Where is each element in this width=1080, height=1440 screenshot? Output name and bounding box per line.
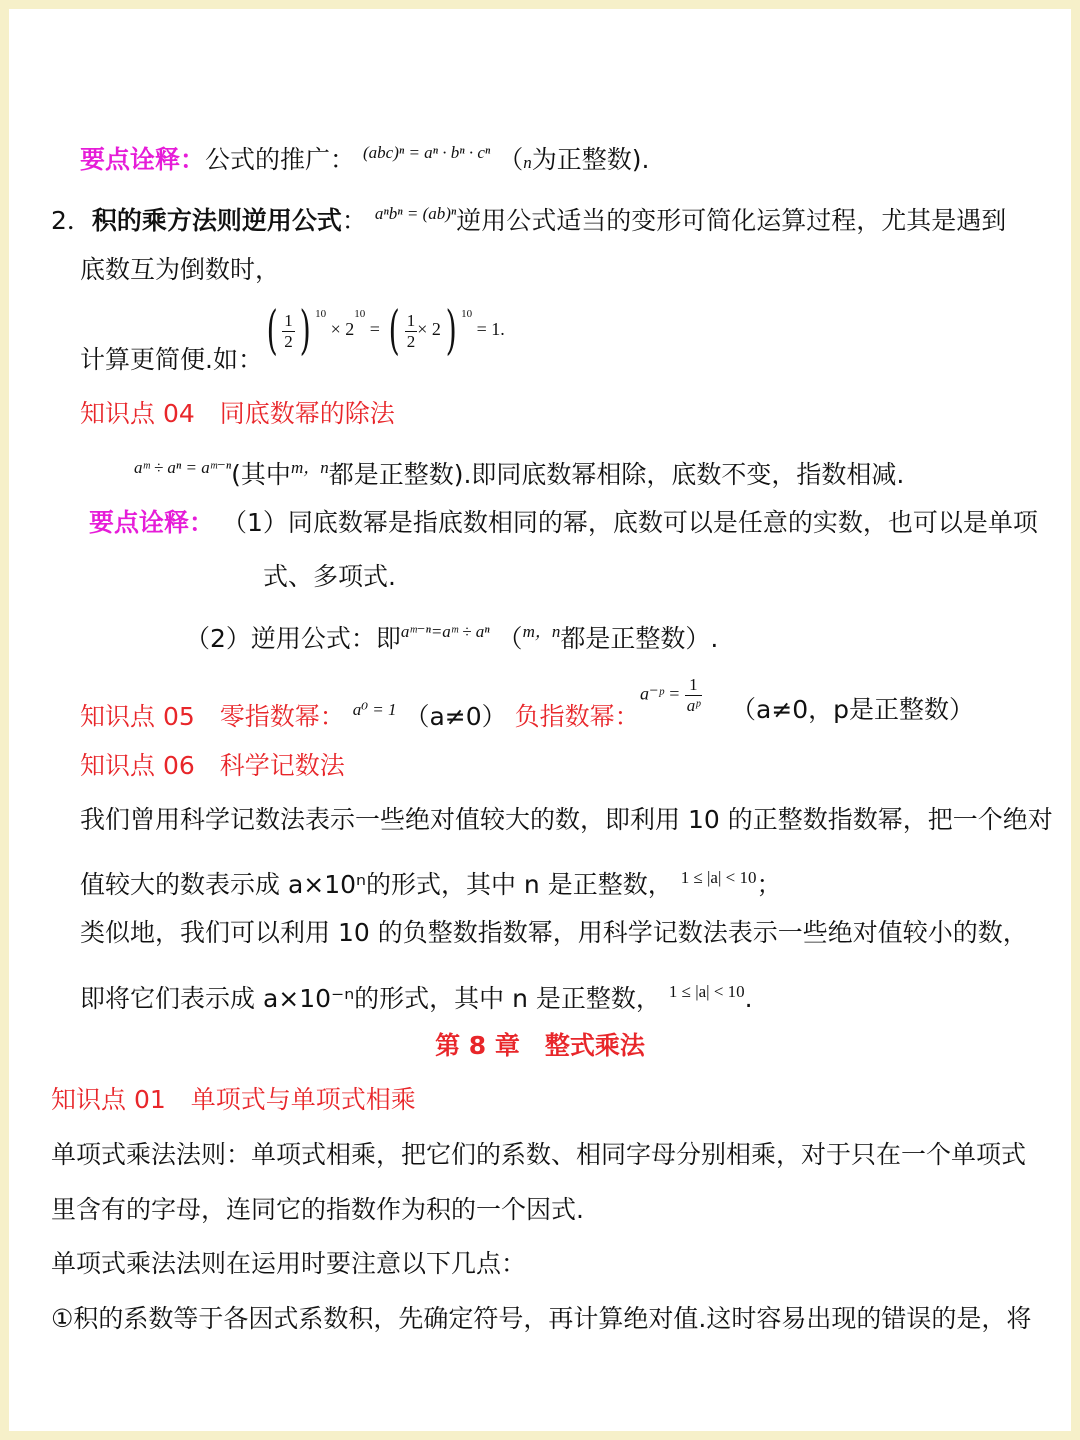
text: 我们曾用科学记数法表示一些绝对值较大的数，即利用 10 的正整数指数幂，把一个绝对 [80, 805, 1053, 834]
formula-abs-range: 1 ≤ |a| < 10 [680, 868, 757, 887]
text: 即将它们表示成 a×10⁻ⁿ的形式，其中 n 是正整数， [80, 984, 661, 1013]
heading-knowledge-point-05: 知识点 05 零指数幂： [80, 702, 345, 731]
text: 式、多项式. [263, 562, 396, 591]
text: 单项式乘法法则：单项式相乘，把它们的系数、相同字母分别相乘，对于只在一个单项式 [51, 1140, 1027, 1169]
paragraph-line [51, 1195, 584, 1225]
paren: ) [445, 301, 457, 361]
key-point-label: 要点诠释： [80, 145, 206, 174]
variables-m-n: m，n [522, 622, 561, 641]
numerator: 1 [284, 310, 293, 330]
heading-text: 知识点 04 同底数幂的除法 [80, 399, 395, 428]
key-point-label: 要点诠释： [89, 508, 215, 537]
text: 里含有的字母，连同它的指数作为积的一个因式. [51, 1195, 584, 1224]
line-negative-condition [731, 695, 974, 725]
text: 逆用公式适当的变形可简化运算过程，尤其是遇到 [456, 206, 1007, 235]
text: （2）逆用公式：即 [185, 624, 401, 653]
times-two: × 2 [330, 319, 355, 340]
formula-inverse-product-power: aⁿbⁿ = (ab)ⁿ [374, 204, 457, 223]
formula-product-power-extension: (abc)ⁿ = aⁿ · bⁿ · cⁿ [362, 143, 491, 162]
heading-knowledge-point-01 [51, 1085, 416, 1115]
text: 计算更简便.如： [80, 345, 263, 374]
exponent: 10 [354, 308, 366, 321]
paragraph-line [51, 1304, 1031, 1334]
paren: ) [299, 301, 311, 361]
text: 为正整数). [531, 145, 650, 174]
text: 底数互为倒数时， [80, 255, 281, 284]
text: 都是正整数).即同底数幂相除，底数不变，指数相减. [328, 460, 905, 489]
denominator: 2 [406, 331, 416, 351]
line-rule-2 [51, 199, 1006, 236]
formula-negative-exponent [640, 675, 702, 716]
text: ； [756, 870, 782, 899]
text: ①积的系数等于各因式系数积，先确定符号，再计算绝对值.这时容易出现的错误的是，将 [51, 1304, 1032, 1333]
condition-text: （a≠0，p是正整数） [731, 695, 975, 724]
numerator: 1 [406, 310, 416, 330]
text: 单项式乘法法则在运用时要注意以下几点： [51, 1249, 527, 1278]
document-page [9, 9, 1071, 1431]
text: 值较大的数表示成 a×10ⁿ的形式，其中 n 是正整数， [80, 870, 673, 899]
text: （1）同底数幂是指底数相同的幂，底数可以是任意的实数，也可以是单项 [221, 508, 1038, 537]
text: 都是正整数）. [560, 624, 719, 653]
denominator: 2 [284, 331, 293, 351]
lhs: a⁻ᵖ = [640, 683, 681, 704]
negative-exponent-label: 负指数幂： [514, 702, 640, 731]
variable-n: n [523, 153, 532, 172]
numerator: 1 [685, 675, 702, 696]
rule-title: 积的乘方法则逆用公式 [91, 206, 342, 235]
formula-inverse-division: aᵐ⁻ⁿ=aᵐ ÷ aⁿ [400, 622, 490, 641]
formula-example [262, 301, 505, 361]
formula-zero-exponent: a⁰ = 1 [352, 700, 397, 719]
denominator: aᵖ [686, 696, 701, 715]
paragraph-line [51, 1140, 1026, 1170]
line-zero-negative-exponent [80, 695, 640, 732]
text: （ [498, 145, 524, 174]
line-rule-2-cont [80, 255, 280, 285]
times-two: × 2 [417, 319, 441, 340]
item-number: 2． [51, 206, 92, 235]
exponent: 10 [315, 308, 327, 321]
text: （ [497, 624, 523, 653]
result: = 1. [476, 319, 505, 340]
line-example [80, 345, 263, 375]
fraction-negative-exponent [685, 675, 702, 716]
heading-knowledge-point-04 [80, 399, 395, 429]
text: 类似地，我们可以利用 10 的负整数指数幂，用科学记数法表示一些绝对值较小的数， [80, 918, 1028, 947]
formula-same-base-division: aᵐ ÷ aⁿ = aᵐ⁻ⁿ [134, 458, 232, 477]
fraction-one-half [405, 311, 418, 352]
line-key-point-2-cont [263, 562, 396, 592]
variables-m-n: m，n [290, 458, 329, 477]
paragraph-line [80, 805, 1053, 835]
paragraph-line [80, 977, 753, 1014]
line-inverse-division [185, 617, 718, 654]
heading-text: 知识点 06 科学记数法 [80, 751, 345, 780]
fraction-one-half [282, 311, 295, 352]
formula-abs-range: 1 ≤ |a| < 10 [668, 982, 745, 1001]
chapter-text: 第 8 章 整式乘法 [435, 1031, 645, 1060]
line-division-rule [134, 453, 904, 490]
heading-text: 知识点 01 单项式与单项式相乘 [51, 1085, 416, 1114]
text: (其中 [231, 460, 291, 489]
chapter-title [9, 1031, 1071, 1061]
paragraph-line [80, 918, 1028, 948]
paren: ( [388, 301, 401, 361]
text: ： [341, 206, 367, 235]
condition-text: （a≠0） [404, 702, 507, 731]
paragraph-line [80, 863, 781, 900]
equals: = [369, 319, 380, 340]
line-key-point-2 [89, 508, 1038, 538]
heading-knowledge-point-06 [80, 751, 345, 781]
paren: ( [266, 301, 278, 361]
text: . [744, 984, 753, 1013]
text: 公式的推广： [205, 145, 356, 174]
line-key-point-1 [80, 138, 649, 178]
exponent: 10 [461, 308, 473, 321]
paragraph-line [51, 1249, 526, 1279]
